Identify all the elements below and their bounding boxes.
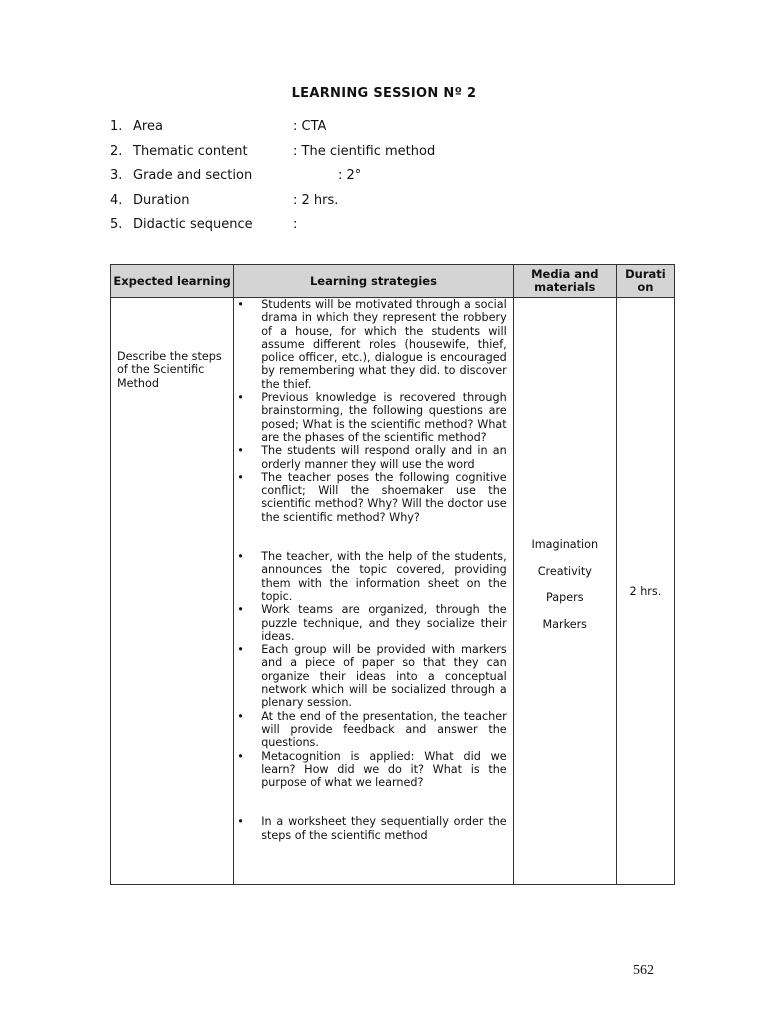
info-label-thematic-content: Thematic content [133, 143, 248, 159]
media-materials-cell [513, 298, 616, 885]
strategy-text: At the end of the presentation, the teacher will provide feedback and answer the questions. [261, 709, 507, 750]
info-value-area: : CTA [293, 119, 327, 134]
strategy-text: Previous knowledge is recovered through brainstorming, the following questions are posed; What is the scientific method? What are the phases of the scientific method? [261, 391, 507, 444]
didactic-sequence-table [110, 264, 675, 885]
media-item-imagination: Imagination [531, 538, 599, 551]
strategy-item [234, 550, 506, 603]
header-duration: Durati on [616, 265, 674, 298]
strategy-text: Work teams are organized, through the puzzle technique, and they socialize their ideas. [261, 603, 507, 643]
duration-value: 2 hrs. [629, 585, 662, 598]
expected-learning-cell [111, 298, 234, 885]
strategy-item [234, 750, 506, 790]
bullet-icon: • [237, 603, 244, 617]
table-row [111, 298, 675, 885]
bullet-icon: • [237, 391, 244, 405]
info-number: 3. [110, 168, 123, 183]
info-row-grade-section [110, 167, 670, 192]
duration-cell [616, 298, 674, 885]
bullet-icon: • [237, 470, 244, 484]
strategy-item [234, 298, 506, 391]
bullet-icon: • [237, 815, 244, 829]
strategy-item [234, 710, 506, 750]
bullet-icon: • [237, 444, 244, 458]
info-value-grade-section: : 2° [338, 168, 362, 183]
info-number: 1. [110, 119, 123, 134]
bullet-icon: • [237, 749, 244, 763]
info-number: 4. [110, 192, 123, 208]
info-number: 5. [110, 217, 123, 232]
info-label-didactic-sequence: Didactic sequence [133, 217, 253, 232]
header-learning-strategies: Learning strategies [234, 265, 513, 298]
strategy-text: The students will respond orally and in an orderly manner they will use the word [261, 444, 507, 471]
strategy-text: Each group will be provided with markers and a piece of paper so that they can organize their ideas into a conceptual network which will be socialized through a plenary session. [261, 643, 507, 710]
bullet-icon: • [237, 709, 244, 723]
header-media-materials: Media and materials [513, 265, 616, 298]
strategy-text: Students will be motivated through a social drama in which they represent the robbery of a house, for which the students will assume different roles (housewife, thief, police officer, etc.), dialogue is encouraged by remembering what they did. to discover the thief. [261, 298, 507, 391]
strategy-item [234, 603, 506, 643]
strategy-item [234, 391, 506, 444]
info-value-duration: : 2 hrs. [293, 192, 339, 208]
strategy-text: The teacher, with the help of the students, announces the topic covered, providing them with the information sheet on the topic. [261, 550, 507, 603]
media-item-creativity: Creativity [537, 564, 592, 578]
info-row-area [110, 118, 670, 143]
strategy-item [234, 444, 506, 471]
strategy-item [234, 643, 506, 709]
strategy-item [234, 471, 506, 524]
info-row-didactic-sequence [110, 216, 670, 241]
info-number: 2. [110, 143, 123, 159]
info-label-area: Area [133, 119, 163, 134]
session-title: LEARNING SESSION Nº 2 [291, 86, 477, 101]
strategy-item [234, 815, 506, 842]
strategy-text: In a worksheet they sequentially order the steps of the scientific method [261, 815, 507, 842]
info-value-didactic-sequence: : [293, 217, 298, 232]
strategy-text: The teacher poses the following cognitive conflict; Will the shoemaker use the scientific method? Why? Will the doctor use the scientific method? Why? [261, 470, 507, 524]
table-header-row [111, 265, 675, 298]
header-expected-learning: Expected learning [111, 265, 234, 298]
strategies-list [234, 298, 512, 842]
bullet-icon: • [237, 298, 244, 311]
media-item-markers: Markers [542, 617, 588, 631]
info-row-thematic-content [110, 143, 670, 168]
info-label-grade-section: Grade and section [133, 168, 253, 183]
bullet-icon: • [237, 550, 244, 564]
strategy-text: Metacognition is applied: What did we learn? How did we do it? What is the purpose of what we learned? [261, 749, 507, 790]
expected-learning-text: Describe the steps of the Scientific Method [117, 350, 222, 390]
media-item-papers: Papers [546, 591, 584, 604]
info-value-thematic-content: : The cientific method [293, 143, 436, 159]
session-info-list [110, 118, 670, 241]
info-row-duration [110, 192, 670, 217]
page-number: 562 [633, 963, 654, 978]
bullet-icon: • [237, 643, 244, 657]
learning-strategies-cell [234, 298, 513, 885]
info-label-duration: Duration [133, 192, 190, 208]
media-list [514, 298, 616, 644]
